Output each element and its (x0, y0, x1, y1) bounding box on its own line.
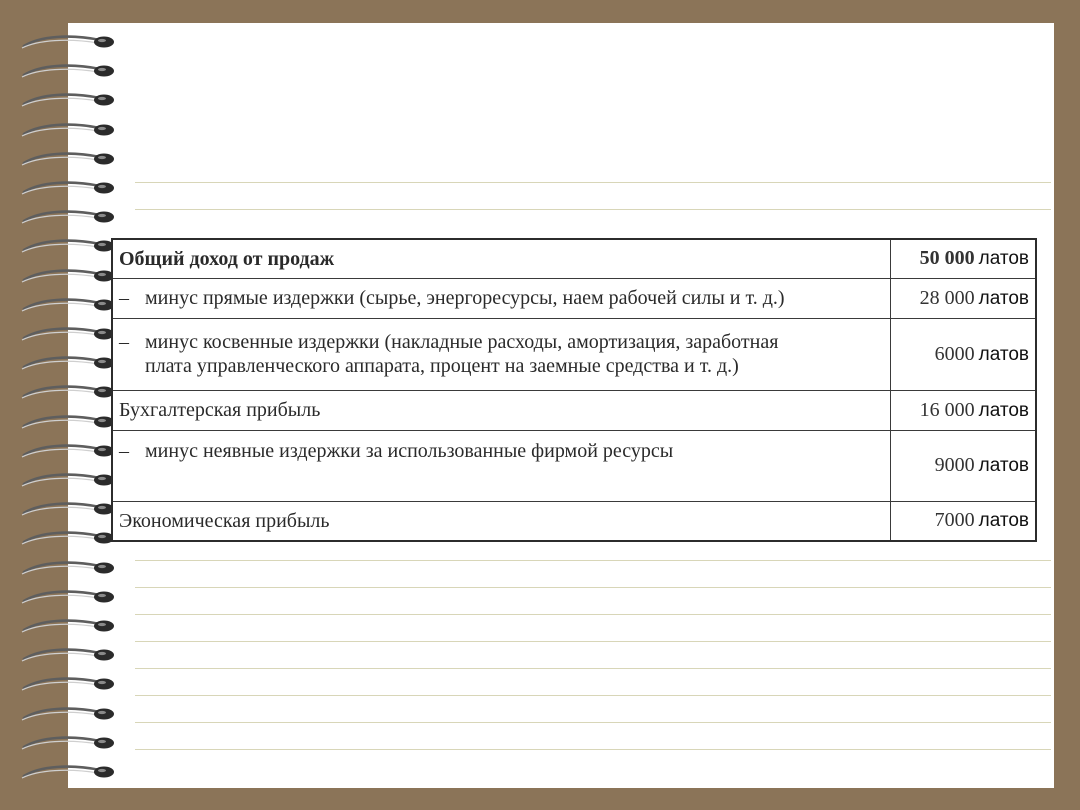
row-dash: – (119, 331, 129, 353)
row-amount: 28 000 (919, 286, 975, 309)
spiral-coil-icon (20, 735, 116, 753)
table-row (112, 390, 1036, 430)
spiral-coil-icon (20, 472, 116, 490)
row-amount: 50 000 (919, 247, 975, 270)
ruled-line (135, 695, 1051, 696)
table-row (112, 501, 1036, 541)
ruled-line (135, 668, 1051, 669)
spiral-coil-icon (20, 560, 116, 578)
row-unit: латов (978, 287, 1029, 309)
spiral-coil-icon (20, 414, 116, 432)
ruled-line (135, 749, 1051, 750)
row-unit: латов (978, 510, 1029, 532)
row-unit: латов (978, 343, 1029, 365)
spiral-coil-icon (20, 676, 116, 694)
spiral-coil-icon (20, 151, 116, 169)
row-description: минус прямые издержки (сырье, энергоресурсы, наем рабочей силы и т. д.) (145, 287, 785, 309)
spiral-coil-icon (20, 443, 116, 461)
table-row (112, 318, 1036, 390)
row-amount: 6000 (934, 342, 975, 365)
ruled-line (135, 587, 1051, 588)
spiral-coil-icon (20, 92, 116, 110)
spiral-coil-icon (20, 209, 116, 227)
row-amount: 7000 (934, 509, 975, 532)
row-description: Экономическая прибыль (112, 501, 891, 541)
row-amount-cell (891, 239, 1036, 278)
row-amount-cell (891, 278, 1036, 318)
spiral-coil-icon (20, 180, 116, 198)
row-description-cell (112, 430, 891, 501)
ruled-line (135, 641, 1051, 642)
spiral-coil-icon (20, 647, 116, 665)
row-amount-cell (891, 501, 1036, 541)
row-amount: 16 000 (919, 398, 975, 421)
spiral-coil-icon (20, 122, 116, 140)
spiral-binding (0, 0, 120, 810)
row-amount-cell (891, 318, 1036, 390)
spiral-coil-icon (20, 63, 116, 81)
ruled-line (135, 560, 1051, 561)
spiral-coil-icon (20, 706, 116, 724)
spiral-coil-icon (20, 530, 116, 548)
spiral-coil-icon (20, 355, 116, 373)
spiral-coil-icon (20, 326, 116, 344)
table-row (112, 239, 1036, 278)
row-description: минус косвенные издержки (накладные расходы, амортизация, заработная (145, 331, 779, 353)
table-row (112, 278, 1036, 318)
row-amount-cell (891, 390, 1036, 430)
table-row (112, 430, 1036, 501)
spiral-coil-icon (20, 297, 116, 315)
spiral-coil-icon (20, 238, 116, 256)
ruled-line (135, 182, 1051, 183)
row-dash: – (119, 287, 129, 309)
row-description: Общий доход от продаж (112, 239, 891, 278)
ruled-line (135, 614, 1051, 615)
row-description: минус неявные издержки за использованные фирмой ресурсы (145, 439, 674, 462)
row-unit: латов (978, 248, 1029, 270)
row-dash: – (119, 439, 129, 462)
spiral-coil-icon (20, 384, 116, 402)
spiral-coil-icon (20, 618, 116, 636)
spiral-coil-icon (20, 34, 116, 52)
spiral-coil-icon (20, 764, 116, 782)
row-unit: латов (978, 399, 1029, 421)
spiral-coil-icon (20, 501, 116, 519)
row-unit: латов (978, 455, 1029, 476)
row-description: Бухгалтерская прибыль (112, 390, 891, 430)
spiral-coil-icon (20, 589, 116, 607)
ruled-line (135, 722, 1051, 723)
row-amount: 9000 (934, 454, 975, 476)
row-description-cell (112, 318, 891, 390)
row-description-cell (112, 278, 891, 318)
ruled-line (135, 209, 1051, 210)
row-amount-cell (891, 430, 1036, 501)
spiral-coil-icon (20, 268, 116, 286)
profit-table (111, 238, 1037, 542)
row-description-line2: плата управленческого аппарата, процент на заемные средства и т. д.) (145, 355, 739, 377)
